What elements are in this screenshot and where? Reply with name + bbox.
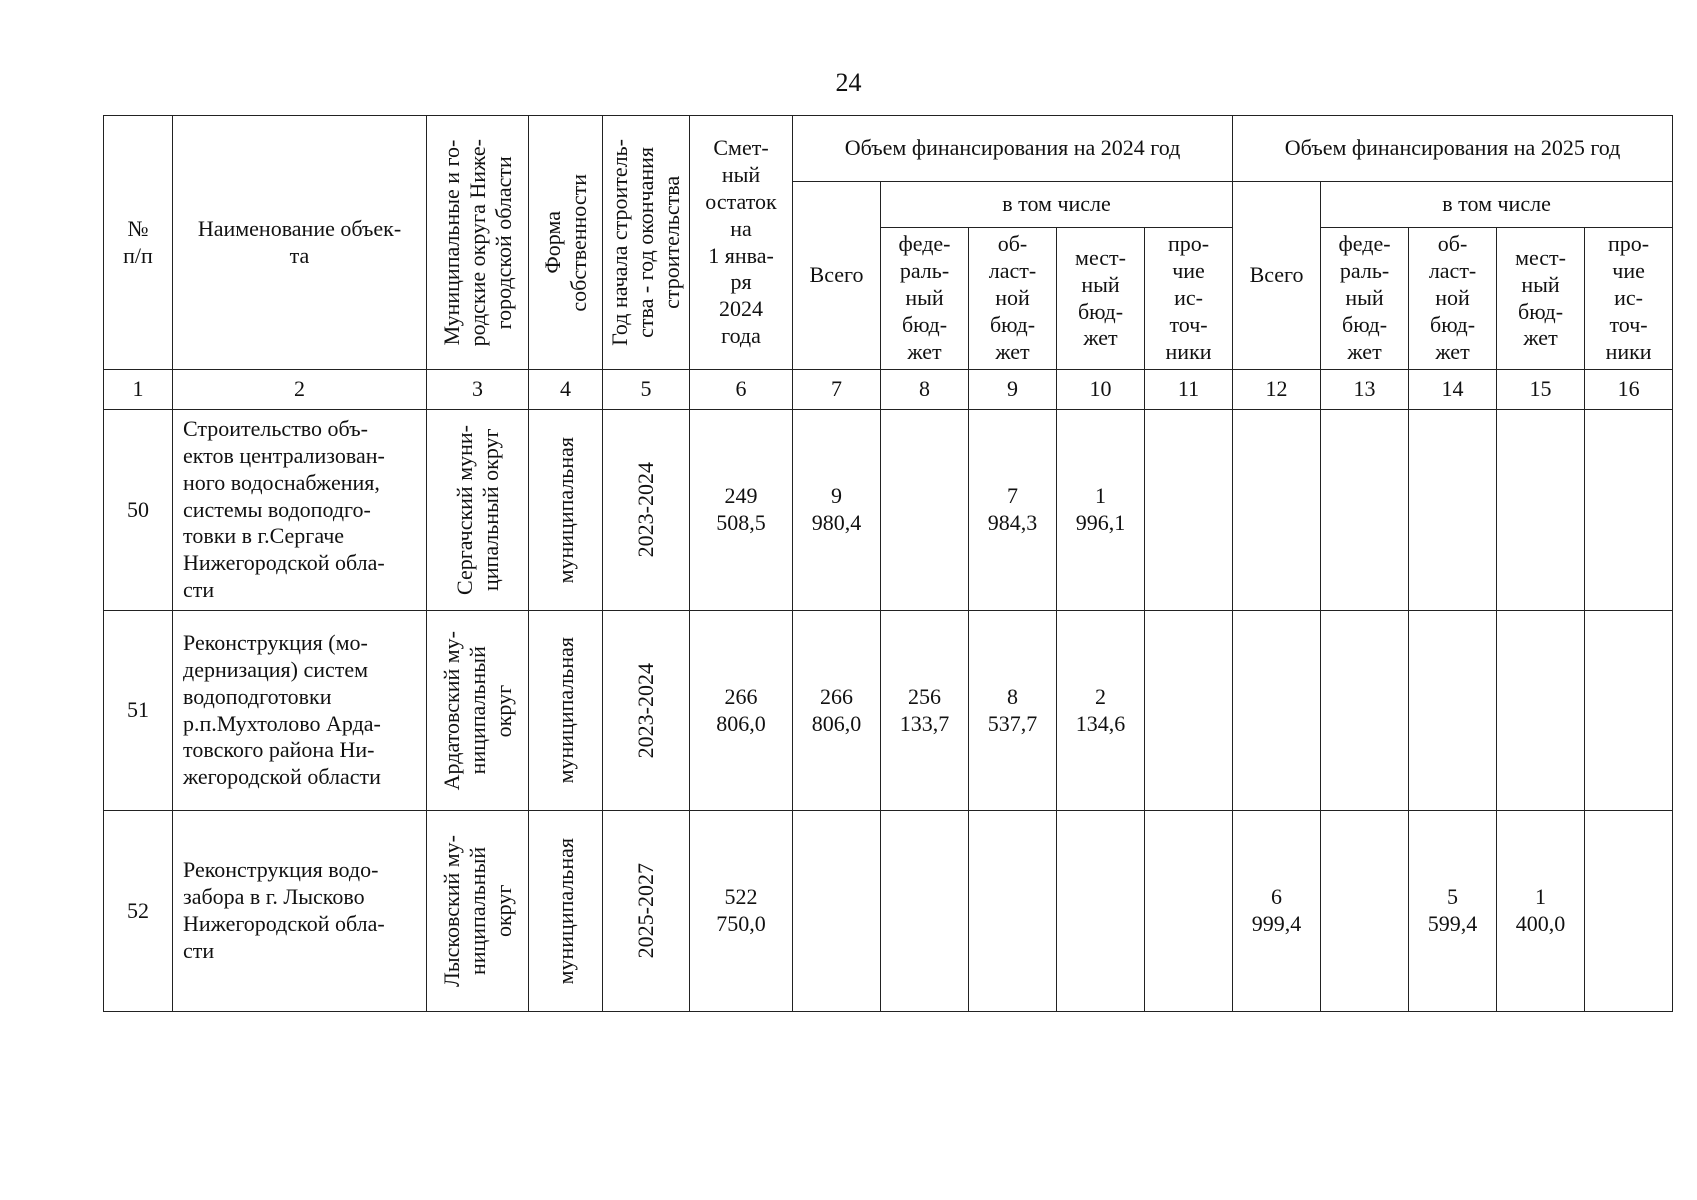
header-ownership bbox=[529, 116, 603, 370]
row-total-2024: 9 980,4 bbox=[793, 410, 881, 611]
column-number: 2 bbox=[173, 370, 427, 410]
row-federal-2024 bbox=[881, 410, 969, 611]
column-number: 11 bbox=[1145, 370, 1233, 410]
row-municipality-text: Лысковский му- ниципальный округ bbox=[438, 834, 516, 988]
row-municipality bbox=[427, 611, 529, 811]
table-row bbox=[104, 410, 1673, 611]
row-federal-2024: 256 133,7 bbox=[881, 611, 969, 811]
row-local-2025 bbox=[1497, 611, 1585, 811]
row-years-text: 2025-2027 bbox=[633, 863, 659, 959]
row-object-name: Строительство объ- ектов централизован- ного водоснабжения, системы водоподго- товки в г.Сергаче Нижегородской обла- сти bbox=[173, 410, 427, 611]
header-ownership-text: Форма собственности bbox=[539, 173, 591, 312]
column-number: 5 bbox=[603, 370, 690, 410]
row-ownership-text: муниципальная bbox=[552, 637, 578, 784]
row-years-text: 2023-2024 bbox=[633, 662, 659, 759]
column-number: 8 bbox=[881, 370, 969, 410]
row-municipality-text: Ардатовский му- ниципальный округ bbox=[438, 630, 516, 791]
page-number: 24 bbox=[835, 68, 862, 97]
row-other-2024 bbox=[1145, 410, 1233, 611]
header-total-2024: Всего bbox=[793, 182, 881, 370]
row-local-2025 bbox=[1497, 410, 1585, 611]
financing-table bbox=[103, 115, 1673, 1012]
column-number: 12 bbox=[1233, 370, 1321, 410]
row-federal-2025 bbox=[1321, 611, 1409, 811]
row-remainder: 249 508,5 bbox=[690, 410, 793, 611]
row-object-name: Реконструкция (мо- дернизация) систем водоподготовки р.п.Мухтолово Арда- товского района Ни- жегородской области bbox=[173, 611, 427, 811]
row-municipality bbox=[427, 410, 529, 611]
column-number: 4 bbox=[529, 370, 603, 410]
column-number: 15 bbox=[1497, 370, 1585, 410]
row-other-2025 bbox=[1585, 811, 1673, 1012]
row-federal-2024 bbox=[881, 811, 969, 1012]
header-financing-2025: Объем финансирования на 2025 год bbox=[1233, 116, 1673, 182]
header-federal-2024: феде- раль- ный бюд- жет bbox=[881, 228, 969, 370]
row-regional-2025 bbox=[1409, 611, 1497, 811]
row-num: 50 bbox=[104, 410, 173, 611]
row-local-2024: 2 134,6 bbox=[1057, 611, 1145, 811]
row-other-2025 bbox=[1585, 410, 1673, 611]
row-federal-2025 bbox=[1321, 410, 1409, 611]
header-including-2025: в том числе bbox=[1321, 182, 1673, 228]
header-other-2025: про- чие ис- точ- ники bbox=[1585, 228, 1673, 370]
header-municipality bbox=[427, 116, 529, 370]
row-municipality bbox=[427, 811, 529, 1012]
row-total-2025 bbox=[1233, 611, 1321, 811]
row-municipality-text: Сергачский муни- ципальный округ bbox=[451, 425, 503, 595]
row-federal-2025 bbox=[1321, 811, 1409, 1012]
row-total-2024 bbox=[793, 811, 881, 1012]
header-regional-2025: об- ласт- ной бюд- жет bbox=[1409, 228, 1497, 370]
header-years-text: Год начала строитель- ства - год окончания строительства bbox=[607, 139, 684, 346]
row-ownership bbox=[529, 410, 603, 611]
column-number: 1 bbox=[104, 370, 173, 410]
header-local-2024: мест- ный бюд- жет bbox=[1057, 228, 1145, 370]
column-number: 9 bbox=[969, 370, 1057, 410]
header-row-1 bbox=[104, 116, 1673, 182]
row-years bbox=[603, 410, 690, 611]
row-local-2024 bbox=[1057, 811, 1145, 1012]
header-remainder: Смет- ный остаток на 1 янва- ря 2024 года bbox=[690, 116, 793, 370]
column-number: 3 bbox=[427, 370, 529, 410]
row-ownership-text: муниципальная bbox=[552, 837, 578, 985]
row-regional-2024 bbox=[969, 811, 1057, 1012]
row-regional-2024: 7 984,3 bbox=[969, 410, 1057, 611]
row-remainder: 266 806,0 bbox=[690, 611, 793, 811]
table-row bbox=[104, 811, 1673, 1012]
row-other-2024 bbox=[1145, 811, 1233, 1012]
column-number: 10 bbox=[1057, 370, 1145, 410]
header-num: № п/п bbox=[104, 116, 173, 370]
header-total-2025: Всего bbox=[1233, 182, 1321, 370]
row-ownership bbox=[529, 811, 603, 1012]
row-num: 52 bbox=[104, 811, 173, 1012]
row-years-text: 2023-2024 bbox=[633, 462, 659, 558]
header-regional-2024: об- ласт- ной бюд- жет bbox=[969, 228, 1057, 370]
column-number: 13 bbox=[1321, 370, 1409, 410]
row-num: 51 bbox=[104, 611, 173, 811]
row-object-name: Реконструкция водо- забора в г. Лысково Нижегородской обла- сти bbox=[173, 811, 427, 1012]
row-other-2024 bbox=[1145, 611, 1233, 811]
row-local-2025: 1 400,0 bbox=[1497, 811, 1585, 1012]
row-local-2024: 1 996,1 bbox=[1057, 410, 1145, 611]
row-total-2025: 6 999,4 bbox=[1233, 811, 1321, 1012]
row-total-2024: 266 806,0 bbox=[793, 611, 881, 811]
header-other-2024: про- чие ис- точ- ники bbox=[1145, 228, 1233, 370]
row-ownership bbox=[529, 611, 603, 811]
row-other-2025 bbox=[1585, 611, 1673, 811]
row-regional-2024: 8 537,7 bbox=[969, 611, 1057, 811]
column-number: 6 bbox=[690, 370, 793, 410]
header-years bbox=[603, 116, 690, 370]
header-including-2024: в том числе bbox=[881, 182, 1233, 228]
row-years bbox=[603, 811, 690, 1012]
row-remainder: 522 750,0 bbox=[690, 811, 793, 1012]
row-ownership-text: муниципальная bbox=[552, 436, 578, 584]
table-row bbox=[104, 611, 1673, 811]
header-municipality-text: Муниципальные и го- родские округа Ниже- городской области bbox=[438, 138, 516, 347]
row-regional-2025 bbox=[1409, 410, 1497, 611]
header-financing-2024: Объем финансирования на 2024 год bbox=[793, 116, 1233, 182]
row-years bbox=[603, 611, 690, 811]
column-number: 14 bbox=[1409, 370, 1497, 410]
header-local-2025: мест- ный бюд- жет bbox=[1497, 228, 1585, 370]
column-numbers-row bbox=[104, 370, 1673, 410]
column-number: 16 bbox=[1585, 370, 1673, 410]
header-federal-2025: феде- раль- ный бюд- жет bbox=[1321, 228, 1409, 370]
row-total-2025 bbox=[1233, 410, 1321, 611]
header-name: Наименование объек- та bbox=[173, 116, 427, 370]
column-number: 7 bbox=[793, 370, 881, 410]
row-regional-2025: 5 599,4 bbox=[1409, 811, 1497, 1012]
